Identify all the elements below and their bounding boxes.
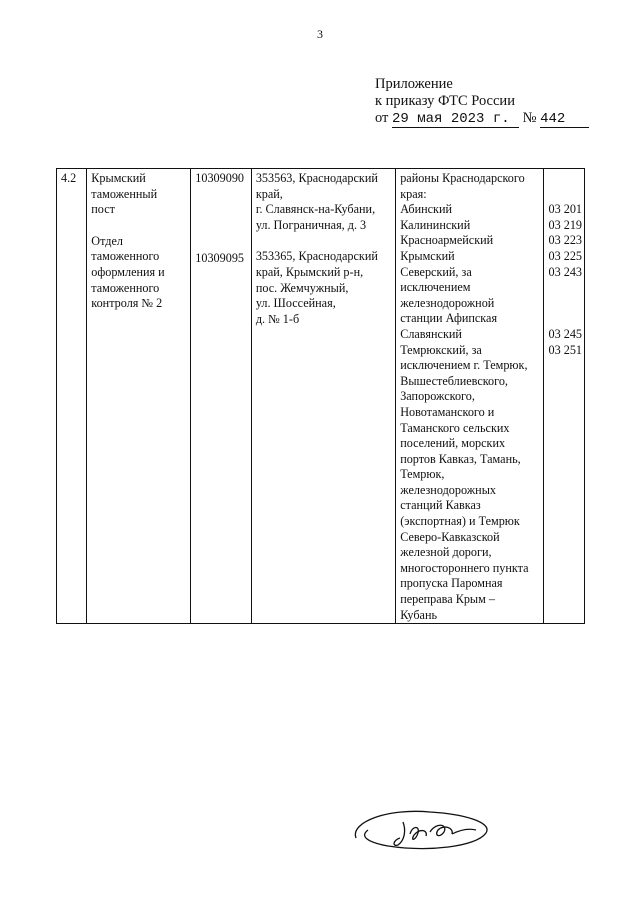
region-code: 03 243 (548, 264, 582, 279)
appendix-date-line (375, 110, 589, 128)
customs-table (56, 168, 585, 624)
region-code: 03 223 (548, 233, 582, 248)
address-line: ул. Пограничная, д. 3 (255, 217, 367, 232)
post-code: 10309095 (195, 250, 245, 265)
post-name-line: Крымский (91, 171, 146, 185)
region-code: 03 201 (548, 202, 582, 217)
page-number: 3 (317, 27, 323, 41)
region-line: Кубань (400, 607, 438, 622)
region-code: 03 219 (548, 217, 582, 232)
post-code: 10309090 (195, 171, 245, 185)
address-line: пос. Жемчужный, (255, 280, 349, 295)
region-line: пропуска Паромная (400, 576, 503, 591)
region-code: 03 225 (548, 248, 582, 263)
address-line: ул. Шоссейная, (255, 296, 336, 311)
address-line: д. № 1-б (255, 311, 300, 326)
region-code: 03 251 (548, 342, 582, 357)
region-line: Красноармейский (400, 233, 494, 248)
table-row (57, 169, 585, 624)
appendix-order-line: к приказу ФТС России (375, 93, 515, 109)
address-line: край, Крымский р-н, (255, 264, 364, 279)
region-line: переправа Крым – (400, 592, 495, 607)
number-prefix: № (522, 110, 537, 126)
address-line: 353365, Краснодарский (255, 249, 378, 264)
region-line: Новотаманского и (400, 404, 495, 419)
region-line: Северо-Кавказской (400, 529, 500, 544)
post-names-cell (87, 169, 191, 624)
region-codes-cell (543, 169, 584, 624)
post-name-line: таможенного (91, 249, 160, 264)
date-prefix: от (375, 110, 389, 126)
appendix-header (375, 76, 589, 128)
regions-cell (396, 169, 543, 624)
post-name-line: пост (91, 202, 115, 217)
region-line: исключением г. Темрюк, (400, 358, 528, 373)
region-line: Калининский (400, 217, 471, 232)
region-line: Северский, за (400, 264, 472, 279)
regions-header-line: районы Краснодарского (400, 171, 525, 185)
row-number: 4.2 (57, 169, 87, 624)
post-name-line: контроля № 2 (91, 296, 163, 311)
regions-header-line: края: (400, 186, 427, 201)
region-line: железнодорожной (400, 295, 495, 310)
order-number: 442 (540, 112, 589, 128)
address-line: 353563, Краснодарский (255, 171, 378, 185)
region-line: станций Кавказ (400, 498, 481, 513)
post-codes-cell (191, 169, 252, 624)
region-line: исключением (400, 280, 471, 295)
order-date: 29 мая 2023 г. (392, 112, 519, 128)
post-name-line: Отдел (91, 233, 123, 248)
region-line: Темрюкский, за (400, 342, 482, 357)
address-line: край, (255, 186, 283, 201)
region-line: станции Афипская (400, 311, 498, 326)
appendix-title: Приложение (375, 76, 453, 92)
region-line: Крымский (400, 248, 455, 263)
region-line: Таманского сельских (400, 420, 510, 435)
region-line: Славянский (400, 326, 462, 341)
region-line: поселений, морских (400, 436, 506, 451)
post-name-line: оформления и (91, 264, 165, 279)
post-name-line: таможенный (91, 186, 158, 201)
post-name-line: таможенного (91, 280, 160, 295)
address-line: г. Славянск-на-Кубани, (255, 202, 376, 217)
region-code: 03 245 (548, 326, 582, 341)
region-line: Темрюк, (400, 467, 445, 482)
region-line: Запорожского, (400, 389, 475, 404)
region-line: портов Кавказ, Тамань, (400, 451, 521, 466)
region-line: многостороннего пункта (400, 560, 529, 575)
signature-image (348, 800, 498, 860)
region-line: Вышестеблиевского, (400, 373, 508, 388)
region-line: железнодорожных (400, 482, 496, 497)
region-line: Абинский (400, 202, 452, 217)
region-line: (экспортная) и Темрюк (400, 514, 520, 529)
region-line: железной дороги, (400, 545, 492, 560)
addresses-cell (251, 169, 395, 624)
